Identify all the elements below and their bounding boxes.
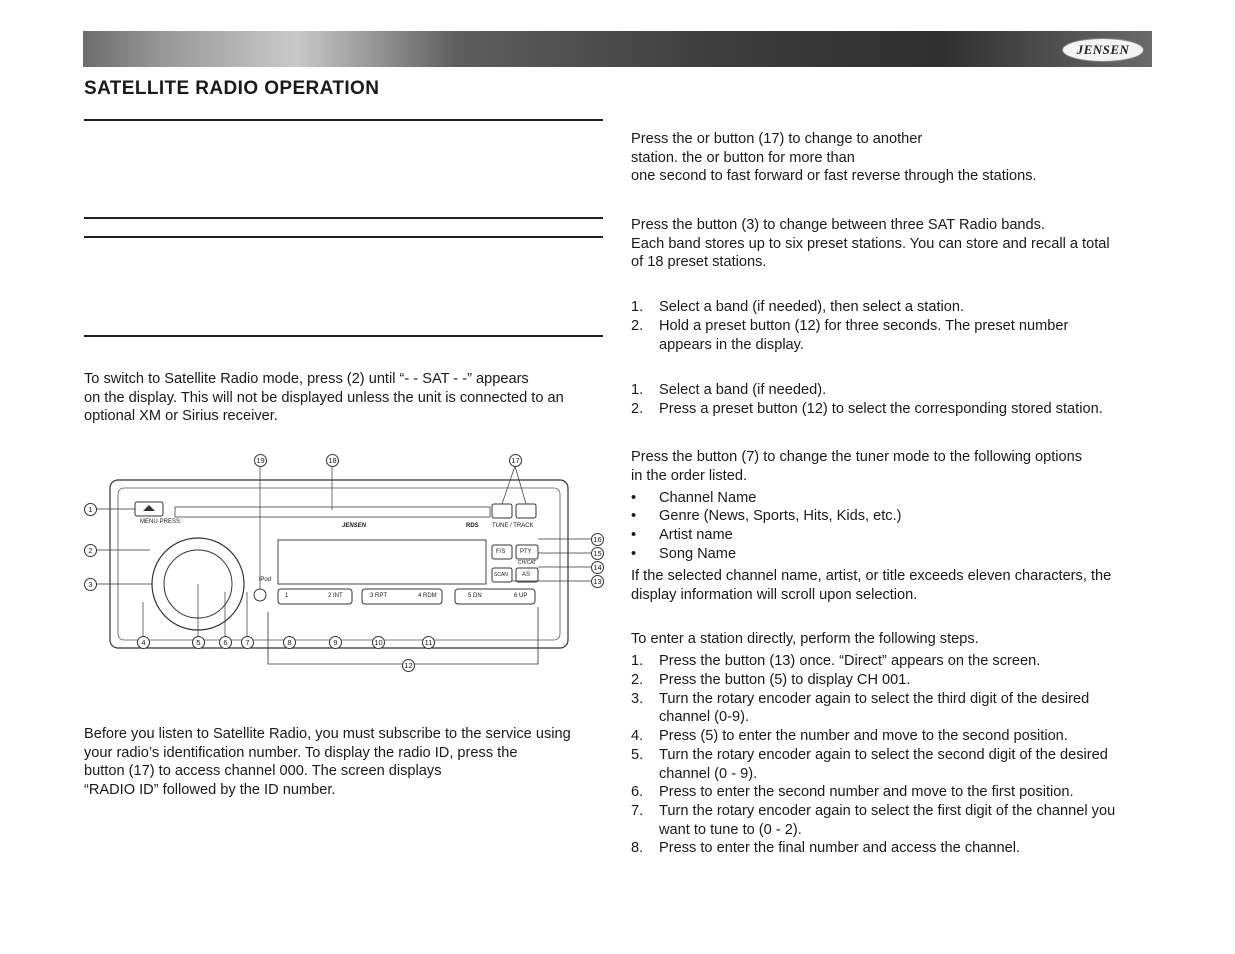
- ipod-label: iPod: [259, 577, 272, 583]
- callout-4: 4: [137, 636, 150, 649]
- callout-15: 15: [591, 547, 604, 560]
- preset-3-label: 3 RPT: [370, 593, 388, 599]
- brand-logo: JENSEN: [1062, 38, 1144, 62]
- callout-18: 18: [326, 454, 339, 467]
- list-number: 2.: [631, 318, 644, 334]
- list-item: Press to enter the final number and access the channel.: [659, 840, 1021, 856]
- list-item: Press the button (13) once. “Direct” appears on the screen.: [659, 653, 1041, 669]
- list-item: Press (5) to enter the number and move to the second position.: [659, 728, 1068, 744]
- callout-9: 9: [329, 636, 342, 649]
- preset-2-label: 2 INT: [328, 593, 343, 599]
- tune-track-label: TUNE / TRACK: [492, 523, 534, 529]
- chcat-label: CH/CAT: [518, 560, 537, 566]
- head-unit-diagram: [80, 452, 610, 674]
- bullet: •: [631, 527, 637, 543]
- list-item: Turn the rotary encoder again to select the first digit of the channel you: [659, 803, 1116, 819]
- tune-paragraph: Press the or button (17) to change to another station. the or button for more than one second to fast forward or fast reverse through the stations.: [631, 131, 1037, 184]
- list-number: 2.: [631, 672, 644, 688]
- callout-5: 5: [192, 636, 205, 649]
- callout-12: 12: [402, 659, 415, 672]
- callout-13: 13: [591, 575, 604, 588]
- list-item: Press to enter the second number and move to the first position.: [659, 784, 1074, 800]
- list-item: Song Name: [659, 546, 737, 562]
- list-number: 1.: [631, 653, 644, 669]
- list-number: 5.: [631, 747, 644, 763]
- mode-paragraph: Press the button (7) to change the tuner mode to the following options in the order listed.: [631, 449, 1083, 484]
- bullet: •: [631, 508, 637, 524]
- divider: [84, 119, 603, 121]
- list-item: Turn the rotary encoder again to select the third digit of the desired: [659, 691, 1090, 707]
- divider: [84, 217, 603, 219]
- callout-1: 1: [84, 503, 97, 516]
- list-number: 4.: [631, 728, 644, 744]
- list-number: 2.: [631, 401, 644, 417]
- callout-8: 8: [283, 636, 296, 649]
- list-item: appears in the display.: [659, 337, 804, 353]
- band-paragraph: Press the button (3) to change between three SAT Radio bands. Each band stores up to six preset stations. You can store and recall a total of 18 preset stations.: [631, 217, 1110, 270]
- menu-press-label: MENU·PRESS: [140, 519, 181, 525]
- list-number: 3.: [631, 691, 644, 707]
- pty-label: PTY: [520, 549, 532, 555]
- divider: [84, 236, 603, 238]
- callout-14: 14: [591, 561, 604, 574]
- preset-1-label: 1: [285, 593, 289, 599]
- callout-19: 19: [254, 454, 267, 467]
- callout-16: 16: [591, 533, 604, 546]
- callout-17: 17: [509, 454, 522, 467]
- list-item: Turn the rotary encoder again to select the second digit of the desired: [659, 747, 1108, 763]
- page-title: SATELLITE RADIO OPERATION: [84, 78, 380, 99]
- as-label: AS: [522, 572, 531, 578]
- callout-7: 7: [241, 636, 254, 649]
- callout-3: 3: [84, 578, 97, 591]
- list-item: want to tune to (0 - 2).: [659, 822, 802, 838]
- list-item: channel (0-9).: [659, 709, 750, 725]
- switch-mode-paragraph: To switch to Satellite Radio mode, press (2) until “- - SAT - -” appears on the display. This will not be displayed unless the unit is connected to an optional XM or Sirius receiver.: [84, 371, 564, 424]
- callout-10: 10: [372, 636, 385, 649]
- list-number: 1.: [631, 299, 644, 315]
- fs-label: F/S: [496, 549, 506, 555]
- list-number: 7.: [631, 803, 644, 819]
- list-item: Press a preset button (12) to select the corresponding stored station.: [659, 401, 1103, 417]
- list-item: Press the button (5) to display CH 001.: [659, 672, 911, 688]
- bullet: •: [631, 490, 637, 506]
- direct-intro: To enter a station directly, perform the following steps.: [631, 631, 979, 647]
- scroll-paragraph: If the selected channel name, artist, or title exceeds eleven characters, the display information will scroll upon selection.: [631, 568, 1112, 603]
- list-number: 6.: [631, 784, 644, 800]
- list-item: channel (0 - 9).: [659, 766, 758, 782]
- list-item: Hold a preset button (12) for three seconds. The preset number: [659, 318, 1069, 334]
- callout-2: 2: [84, 544, 97, 557]
- unit-brand-label: JENSEN: [342, 523, 367, 529]
- rds-label: RDS: [466, 523, 479, 529]
- divider: [84, 335, 603, 337]
- radio-id-paragraph: Before you listen to Satellite Radio, you must subscribe to the service using your radio’s identification number. To display the radio ID, press the button (17) to access channel 000. The screen displays “RADIO ID” followed by the ID number.: [84, 726, 571, 798]
- list-number: 8.: [631, 840, 644, 856]
- scan-label: SCAN: [494, 572, 508, 578]
- list-item: Channel Name: [659, 490, 757, 506]
- header-band: [83, 31, 1152, 67]
- callout-11: 11: [422, 636, 435, 649]
- preset-6-label: 6 UP: [514, 593, 528, 599]
- callout-6: 6: [219, 636, 232, 649]
- list-number: 1.: [631, 382, 644, 398]
- preset-4-label: 4 RDM: [418, 593, 437, 599]
- list-item: Select a band (if needed), then select a station.: [659, 299, 965, 315]
- list-item: Artist name: [659, 527, 733, 543]
- preset-5-label: 5 DN: [468, 593, 482, 599]
- list-item: Select a band (if needed).: [659, 382, 827, 398]
- list-item: Genre (News, Sports, Hits, Kids, etc.): [659, 508, 902, 524]
- bullet: •: [631, 546, 637, 562]
